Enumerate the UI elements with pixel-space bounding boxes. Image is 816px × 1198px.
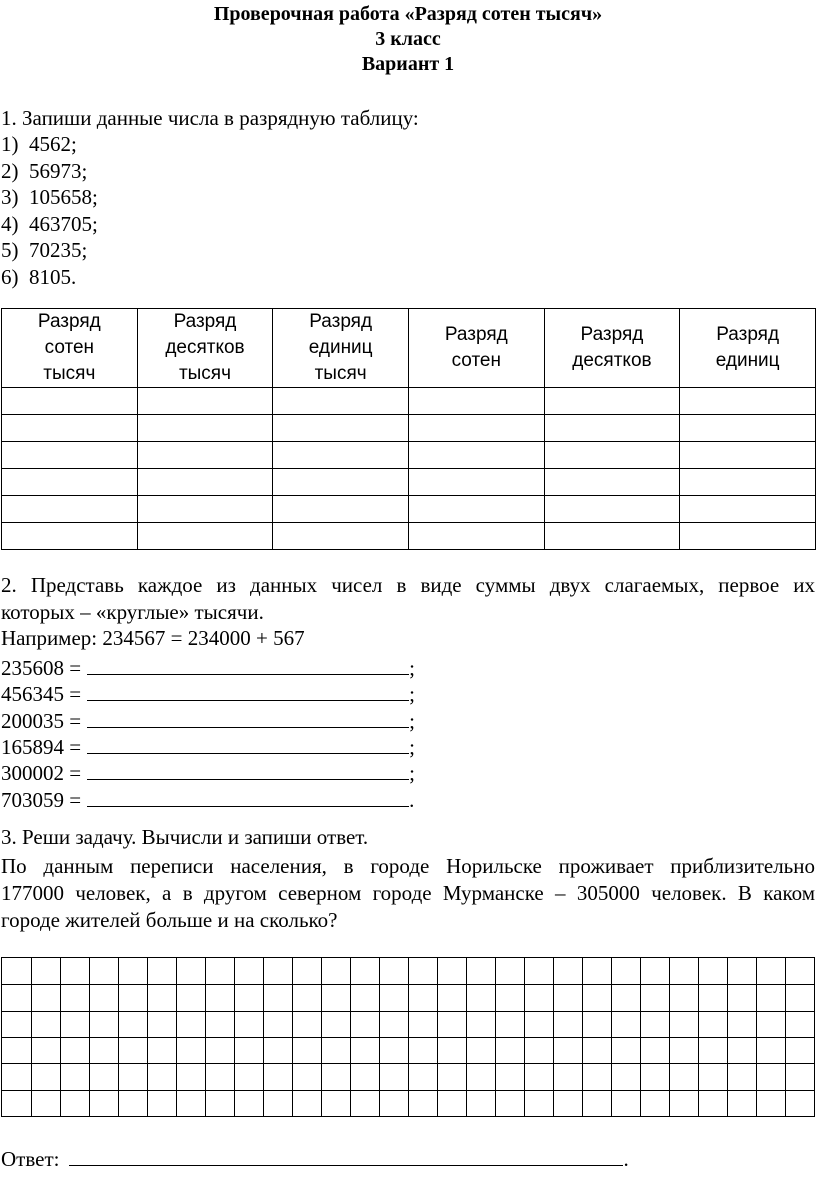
rank-table-cell[interactable] xyxy=(137,388,273,415)
task1-item-value: 56973; xyxy=(29,158,88,183)
rank-table-cell[interactable] xyxy=(2,523,138,550)
task1-item-value: 8105. xyxy=(29,264,77,289)
rank-table-cell[interactable] xyxy=(544,523,680,550)
page-title: Проверочная работа «Разряд сотен тысяч» xyxy=(213,3,603,25)
rank-table-cell[interactable] xyxy=(408,523,544,550)
rank-table-cell[interactable] xyxy=(680,415,816,442)
task1-item-number: 3) xyxy=(1,185,19,209)
task2-row-blank[interactable] xyxy=(87,733,409,754)
rank-table-cell[interactable] xyxy=(273,415,409,442)
task2-row xyxy=(1,733,415,759)
task2-row-number: 456345 = xyxy=(1,682,82,707)
task1-text: 1. Запиши данные числа в разрядную таблицу: xyxy=(1,106,419,130)
task1-item-number: 6) xyxy=(1,264,19,289)
rank-table-cell[interactable] xyxy=(2,388,138,415)
answer-end: . xyxy=(623,1147,629,1171)
document-header xyxy=(0,2,816,77)
task1-item-number: 4) xyxy=(1,211,19,236)
rank-table-row xyxy=(2,496,816,523)
rank-table-cell[interactable] xyxy=(680,469,816,496)
rank-table-cell[interactable] xyxy=(408,496,544,523)
rank-table xyxy=(1,308,816,550)
rank-table-cell[interactable] xyxy=(273,388,409,415)
rank-table-cell[interactable] xyxy=(680,442,816,469)
task2-row-blank[interactable] xyxy=(87,786,409,807)
task1-item-value: 70235; xyxy=(29,238,88,262)
task2-row-blank[interactable] xyxy=(87,707,409,728)
rank-header-ten-thousands: Разряд десятков тысяч xyxy=(137,309,273,388)
task2-row xyxy=(1,759,415,785)
task2-text-line1: 2. Представь каждое из данных чисел в виде суммы двух слагаемых, первое их xyxy=(1,573,815,597)
rank-table-cell[interactable] xyxy=(544,469,680,496)
rank-table-row xyxy=(2,469,816,496)
grade-label: 3 класс xyxy=(375,28,441,50)
rank-table-cell[interactable] xyxy=(2,415,138,442)
task1-item-number: 5) xyxy=(1,238,19,262)
rank-table-cell[interactable] xyxy=(273,442,409,469)
task1-item xyxy=(1,159,87,184)
rank-table-cell[interactable] xyxy=(137,523,273,550)
task1-item-number: 2) xyxy=(1,158,19,183)
rank-table-cell[interactable] xyxy=(137,442,273,469)
task2-row-blank[interactable] xyxy=(87,680,409,701)
task2-row-end: ; xyxy=(409,734,415,759)
task3-text-line3: городе жителей больше и на сколько? xyxy=(1,908,338,932)
task1-item-number: 1) xyxy=(1,132,19,156)
task2-row-end: ; xyxy=(409,761,415,786)
solution-grid[interactable] xyxy=(1,957,815,1117)
rank-header-thousands: Разряд единиц тысяч xyxy=(273,309,409,388)
task3-text-line1: По данным переписи населения, в городе Норильске проживает приблизительно xyxy=(1,854,815,878)
rank-table-header-row xyxy=(2,309,816,388)
task2-text-line2: которых – «круглые» тысячи. xyxy=(1,600,264,624)
rank-table-row xyxy=(2,388,816,415)
task1-item xyxy=(1,132,77,157)
rank-header-tens: Разряд десятков xyxy=(544,309,680,388)
task1-item xyxy=(1,265,76,290)
rank-table-cell[interactable] xyxy=(273,523,409,550)
task2-row xyxy=(1,680,415,706)
task1-item-value: 463705; xyxy=(29,211,98,236)
solution-grid-lines xyxy=(2,958,814,1116)
rank-table-cell[interactable] xyxy=(273,496,409,523)
task2-row-end: . xyxy=(409,787,415,812)
rank-header-hundred-thousands: Разряд сотен тысяч xyxy=(2,309,138,388)
task2-row xyxy=(1,707,415,733)
rank-header-hundreds: Разряд сотен xyxy=(408,309,544,388)
task2-row-number: 235608 = xyxy=(1,656,82,680)
task2-row-number: 300002 = xyxy=(1,761,82,786)
rank-table-cell[interactable] xyxy=(680,388,816,415)
answer-blank[interactable] xyxy=(69,1145,623,1166)
rank-table-cell[interactable] xyxy=(408,469,544,496)
task2-row-blank[interactable] xyxy=(87,759,409,780)
rank-header-units: Разряд единиц xyxy=(680,309,816,388)
rank-table-row xyxy=(2,523,816,550)
task2-row-blank[interactable] xyxy=(87,654,409,675)
rank-table-row xyxy=(2,415,816,442)
answer-label: Ответ: xyxy=(1,1147,60,1171)
task2-row-number: 200035 = xyxy=(1,708,82,733)
task2-row-end: ; xyxy=(409,708,415,733)
task3-title: 3. Реши задачу. Вычисли и запиши ответ. xyxy=(1,825,369,849)
task1-item xyxy=(1,185,98,210)
task1-item-value: 105658; xyxy=(29,185,98,209)
task2-example: Например: 234567 = 234000 + 567 xyxy=(1,626,305,650)
task2-row-number: 165894 = xyxy=(1,734,82,759)
task2-row-number: 703059 = xyxy=(1,787,82,812)
answer-line xyxy=(1,1145,629,1172)
rank-table-cell[interactable] xyxy=(680,496,816,523)
variant-label: Вариант 1 xyxy=(361,53,455,75)
rank-table-cell[interactable] xyxy=(408,388,544,415)
rank-table-cell[interactable] xyxy=(408,415,544,442)
task1-item-value: 4562; xyxy=(29,132,77,156)
rank-table-cell[interactable] xyxy=(544,388,680,415)
task2-row-end: ; xyxy=(409,656,415,680)
rank-table-cell[interactable] xyxy=(544,415,680,442)
rank-table-cell[interactable] xyxy=(2,442,138,469)
rank-table-cell[interactable] xyxy=(273,469,409,496)
rank-table-cell[interactable] xyxy=(137,415,273,442)
rank-table-cell[interactable] xyxy=(544,442,680,469)
rank-table-cell[interactable] xyxy=(408,442,544,469)
task1-item xyxy=(1,212,98,237)
rank-table-cell[interactable] xyxy=(137,469,273,496)
rank-table-row xyxy=(2,442,816,469)
task2-row xyxy=(1,786,414,812)
task1-item xyxy=(1,238,87,263)
rank-table-cell[interactable] xyxy=(137,496,273,523)
task3-text-line2: 177000 человек, а в другом северном городе Мурманске – 305000 человек. В каком xyxy=(1,881,815,905)
task2-row xyxy=(1,654,415,680)
rank-table-cell[interactable] xyxy=(2,496,138,523)
task2-row-end: ; xyxy=(409,682,415,707)
rank-table-cell[interactable] xyxy=(544,496,680,523)
rank-table-cell[interactable] xyxy=(680,523,816,550)
rank-table-cell[interactable] xyxy=(2,469,138,496)
